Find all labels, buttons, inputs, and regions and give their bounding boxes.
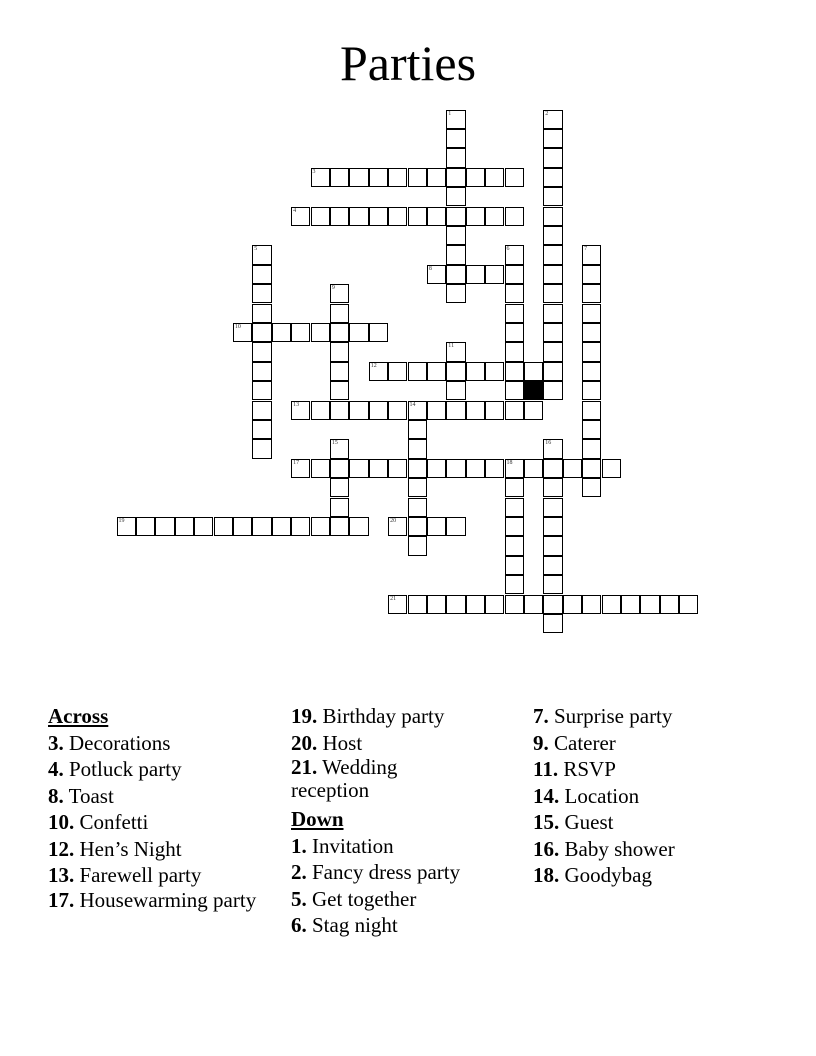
grid-cell[interactable]	[563, 595, 582, 614]
grid-cell[interactable]	[505, 342, 524, 361]
grid-cell[interactable]	[582, 439, 601, 458]
grid-cell[interactable]	[252, 245, 271, 264]
grid-cell[interactable]	[388, 207, 407, 226]
grid-cell[interactable]	[505, 381, 524, 400]
grid-cell[interactable]	[543, 362, 562, 381]
grid-cell[interactable]	[427, 517, 446, 536]
grid-cell[interactable]	[311, 168, 330, 187]
clue-across-12: 12. Hen’s Night	[48, 836, 182, 861]
grid-cell[interactable]	[582, 284, 601, 303]
clue-number: 15	[331, 440, 338, 447]
clue-across-21: 21. Wedding reception	[291, 755, 398, 802]
grid-cell[interactable]	[388, 459, 407, 478]
grid-cell[interactable]	[679, 595, 698, 614]
grid-cell[interactable]	[252, 420, 271, 439]
grid-cell[interactable]	[466, 595, 485, 614]
grid-cell[interactable]	[505, 517, 524, 536]
grid-cell[interactable]	[466, 207, 485, 226]
grid-cell[interactable]	[543, 381, 562, 400]
clue-number: 11	[448, 343, 455, 350]
clue-number: 9	[331, 285, 335, 292]
clue-down-7: 7. Surprise party	[533, 704, 673, 728]
grid-cell[interactable]	[446, 362, 465, 381]
grid-cell[interactable]	[446, 207, 465, 226]
grid-cell[interactable]	[543, 478, 562, 497]
grid-cell[interactable]	[543, 614, 562, 633]
clue-number: 1	[448, 110, 452, 117]
grid-cell[interactable]	[485, 362, 504, 381]
clue-number: 17	[293, 459, 300, 466]
grid-cell[interactable]	[446, 129, 465, 148]
grid-cell[interactable]	[582, 362, 601, 381]
grid-cell[interactable]	[252, 362, 271, 381]
clue-number: 7	[584, 246, 588, 253]
grid-cell[interactable]	[543, 110, 562, 129]
grid-cell[interactable]	[311, 207, 330, 226]
grid-cell[interactable]	[446, 245, 465, 264]
grid-cell[interactable]	[505, 323, 524, 342]
grid-cell[interactable]	[214, 517, 233, 536]
clue-across-19: 19. Birthday party	[291, 704, 445, 728]
grid-cell[interactable]	[582, 342, 601, 361]
grid-cell[interactable]	[330, 517, 349, 536]
grid-cell[interactable]	[330, 439, 349, 458]
grid-cell[interactable]	[291, 207, 310, 226]
clue-across-13: 13. Farewell party	[48, 863, 202, 887]
across-header: Across	[48, 704, 109, 728]
grid-cell[interactable]	[543, 265, 562, 284]
clue-number: 3	[312, 168, 316, 175]
clue-number: 18	[506, 459, 513, 466]
grid-cell[interactable]	[543, 148, 562, 167]
grid-cell[interactable]	[466, 168, 485, 187]
grid-cell[interactable]	[446, 110, 465, 129]
puzzle-title: Parties	[339, 35, 477, 91]
grid-cell[interactable]	[427, 362, 446, 381]
grid-cell[interactable]	[485, 401, 504, 420]
grid-cell[interactable]	[291, 517, 310, 536]
grid-cell[interactable]	[117, 517, 136, 536]
grid-cell[interactable]	[446, 517, 465, 536]
grid-cell[interactable]	[621, 595, 640, 614]
grid-cell[interactable]	[524, 401, 543, 420]
grid-cell[interactable]	[408, 459, 427, 478]
grid-cell[interactable]	[388, 595, 407, 614]
clue-down-9: 9. Caterer	[533, 730, 616, 755]
grid-cell[interactable]	[505, 498, 524, 517]
clue-number: 14	[409, 401, 416, 408]
grid-cell[interactable]	[466, 265, 485, 284]
grid-cell[interactable]	[233, 323, 252, 342]
clue-number: 6	[506, 246, 510, 253]
grid-cell[interactable]	[252, 265, 271, 284]
grid-cell[interactable]	[505, 168, 524, 187]
grid-cell[interactable]	[252, 323, 271, 342]
grid-cell[interactable]	[252, 342, 271, 361]
grid-cell[interactable]	[543, 498, 562, 517]
grid-cell[interactable]	[582, 459, 601, 478]
grid-cell[interactable]	[466, 362, 485, 381]
grid-cell[interactable]	[582, 245, 601, 264]
grid-cell[interactable]	[330, 207, 349, 226]
grid-cell[interactable]	[543, 517, 562, 536]
grid-cell[interactable]	[369, 207, 388, 226]
grid-cell[interactable]	[446, 226, 465, 245]
grid-cell[interactable]	[582, 401, 601, 420]
grid-cell[interactable]	[136, 517, 155, 536]
grid-cell[interactable]	[582, 323, 601, 342]
grid-cell[interactable]	[349, 401, 368, 420]
grid-cell[interactable]	[582, 420, 601, 439]
grid-cell[interactable]	[505, 284, 524, 303]
clue-across-3: 3. Decorations	[48, 730, 171, 755]
grid-cell[interactable]	[582, 304, 601, 323]
clue-across-10: 10. Confetti	[48, 810, 149, 834]
grid-cell[interactable]	[272, 517, 291, 536]
clue-number: 19	[118, 517, 125, 524]
grid-cell[interactable]	[524, 459, 543, 478]
grid-cell[interactable]	[369, 401, 388, 420]
grid-cell[interactable]	[543, 556, 562, 575]
grid-cell[interactable]	[543, 536, 562, 555]
grid-cell[interactable]	[408, 207, 427, 226]
grid-cell[interactable]	[543, 187, 562, 206]
grid-cell[interactable]	[408, 401, 427, 420]
grid-cell[interactable]	[485, 265, 504, 284]
grid-cell[interactable]	[582, 265, 601, 284]
grid-cell[interactable]	[252, 284, 271, 303]
grid-cell[interactable]	[330, 304, 349, 323]
grid-cell[interactable]	[505, 207, 524, 226]
grid-cell[interactable]	[252, 381, 271, 400]
clue-number: 21	[390, 595, 397, 602]
grid-cell[interactable]	[330, 478, 349, 497]
grid-cell[interactable]	[543, 207, 562, 226]
grid-cell[interactable]	[543, 284, 562, 303]
grid-cell[interactable]	[485, 595, 504, 614]
clue-down-11: 11. RSVP	[533, 757, 616, 781]
grid-cell[interactable]	[505, 265, 524, 284]
clue-across-17: 17. Housewarming party	[48, 887, 257, 912]
grid-cell[interactable]	[155, 517, 174, 536]
clues-column-2	[291, 703, 521, 939]
grid-cell[interactable]	[330, 401, 349, 420]
grid-cell[interactable]	[330, 498, 349, 517]
grid-cell[interactable]	[311, 517, 330, 536]
clue-down-15: 15. Guest	[533, 810, 614, 834]
grid-cell[interactable]	[330, 342, 349, 361]
grid-cell[interactable]	[408, 498, 427, 517]
clue-across-8: 8. Toast	[48, 783, 114, 808]
grid-cell[interactable]	[505, 536, 524, 555]
grid-cell[interactable]	[446, 187, 465, 206]
down-header: Down	[291, 807, 344, 831]
grid-cell[interactable]	[330, 323, 349, 342]
grid-cell[interactable]	[505, 556, 524, 575]
clue-down-1: 1. Invitation	[291, 833, 394, 858]
clue-number: 2	[545, 110, 549, 117]
grid-cell[interactable]	[349, 517, 368, 536]
grid-cell[interactable]	[446, 265, 465, 284]
grid-cell[interactable]	[408, 439, 427, 458]
grid-cell[interactable]	[408, 517, 427, 536]
clue-number: 4	[293, 207, 297, 214]
clue-down-6: 6. Stag night	[291, 913, 398, 937]
grid-cell[interactable]	[252, 439, 271, 458]
grid-cell[interactable]	[233, 517, 252, 536]
grid-cell[interactable]	[543, 304, 562, 323]
grid-cell[interactable]	[582, 595, 601, 614]
clue-down-14: 14. Location	[533, 783, 640, 808]
grid-cell[interactable]	[543, 459, 562, 478]
grid-cell[interactable]	[252, 304, 271, 323]
clue-number: 12	[370, 362, 377, 369]
grid-cell[interactable]	[427, 459, 446, 478]
grid-cell[interactable]	[446, 459, 465, 478]
clue-down-16: 16. Baby shower	[533, 836, 675, 861]
grid-cell[interactable]	[408, 536, 427, 555]
grid-cell[interactable]	[466, 459, 485, 478]
grid-cell[interactable]	[388, 362, 407, 381]
clue-down-18: 18. Goodybag	[533, 863, 652, 887]
grid-cell[interactable]	[505, 245, 524, 264]
grid-cell[interactable]	[485, 168, 504, 187]
clue-number: 16	[545, 440, 552, 447]
grid-cell[interactable]	[427, 207, 446, 226]
clue-down-2: 2. Fancy dress party	[291, 860, 461, 884]
clue-down-5: 5. Get together	[291, 886, 417, 911]
filled-cell	[524, 381, 543, 400]
grid-cell[interactable]	[446, 148, 465, 167]
grid-cell[interactable]	[505, 595, 524, 614]
grid-cell[interactable]	[291, 323, 310, 342]
grid-cell[interactable]	[602, 595, 621, 614]
clue-number: 8	[428, 265, 432, 272]
grid-cell[interactable]	[349, 207, 368, 226]
grid-cell[interactable]	[446, 401, 465, 420]
grid-cell[interactable]	[311, 401, 330, 420]
grid-cell[interactable]	[505, 362, 524, 381]
grid-cell[interactable]	[349, 459, 368, 478]
grid-cell[interactable]	[408, 420, 427, 439]
grid-cell[interactable]	[427, 595, 446, 614]
grid-cell[interactable]	[349, 323, 368, 342]
grid-cell[interactable]	[543, 168, 562, 187]
grid-cell[interactable]	[194, 517, 213, 536]
grid-cell[interactable]	[330, 284, 349, 303]
grid-cell[interactable]	[582, 381, 601, 400]
grid-cell[interactable]	[543, 226, 562, 245]
grid-cell[interactable]	[408, 595, 427, 614]
grid-cell[interactable]	[388, 168, 407, 187]
clue-across-20: 20. Host	[291, 730, 363, 755]
grid-cell[interactable]	[543, 323, 562, 342]
grid-cell[interactable]	[388, 401, 407, 420]
grid-cell[interactable]	[543, 245, 562, 264]
grid-cell[interactable]	[446, 595, 465, 614]
grid-cell[interactable]	[602, 459, 621, 478]
grid-cell[interactable]	[427, 168, 446, 187]
grid-cell[interactable]	[485, 207, 504, 226]
grid-cell[interactable]	[330, 381, 349, 400]
grid-cell[interactable]	[408, 362, 427, 381]
grid-cell[interactable]	[369, 323, 388, 342]
grid-cell[interactable]	[524, 595, 543, 614]
grid-cell[interactable]	[427, 401, 446, 420]
clues-column-3	[533, 703, 793, 889]
grid-cell[interactable]	[543, 342, 562, 361]
grid-cell[interactable]	[252, 517, 271, 536]
grid-cell[interactable]	[175, 517, 194, 536]
grid-cell[interactable]	[485, 459, 504, 478]
grid-cell[interactable]	[369, 362, 388, 381]
grid-cell[interactable]	[349, 168, 368, 187]
clue-number: 5	[254, 246, 258, 253]
grid-cell[interactable]	[408, 478, 427, 497]
grid-cell[interactable]	[291, 459, 310, 478]
grid-cell[interactable]	[543, 575, 562, 594]
grid-cell[interactable]	[330, 459, 349, 478]
grid-cell[interactable]	[291, 401, 310, 420]
grid-cell[interactable]	[330, 362, 349, 381]
grid-cell[interactable]	[563, 459, 582, 478]
grid-cell[interactable]	[466, 401, 485, 420]
grid-cell[interactable]	[543, 595, 562, 614]
grid-cell[interactable]	[505, 401, 524, 420]
grid-cell[interactable]	[427, 265, 446, 284]
clue-number: 10	[234, 323, 241, 330]
grid-cell[interactable]	[311, 323, 330, 342]
clue-number: 20	[390, 517, 397, 524]
grid-cell[interactable]	[505, 459, 524, 478]
grid-cell[interactable]	[660, 595, 679, 614]
grid-cell[interactable]	[446, 342, 465, 361]
grid-cell[interactable]	[369, 168, 388, 187]
grid-cell[interactable]	[252, 401, 271, 420]
grid-cell[interactable]	[272, 323, 291, 342]
clues-column-1	[48, 703, 278, 916]
grid-cell[interactable]	[311, 459, 330, 478]
grid-cell[interactable]	[524, 362, 543, 381]
grid-cell[interactable]	[330, 168, 349, 187]
clue-number: 13	[293, 401, 300, 408]
grid-cell[interactable]	[446, 381, 465, 400]
grid-cell[interactable]	[505, 575, 524, 594]
grid-cell[interactable]	[505, 304, 524, 323]
grid-cell[interactable]	[505, 478, 524, 497]
clue-across-4: 4. Potluck party	[48, 757, 182, 781]
grid-cell[interactable]	[446, 168, 465, 187]
grid-cell[interactable]	[582, 478, 601, 497]
grid-cell[interactable]	[446, 284, 465, 303]
grid-cell[interactable]	[640, 595, 659, 614]
grid-cell[interactable]	[543, 129, 562, 148]
grid-cell[interactable]	[369, 459, 388, 478]
grid-cell[interactable]	[543, 439, 562, 458]
grid-cell[interactable]	[408, 168, 427, 187]
grid-cell[interactable]	[388, 517, 407, 536]
